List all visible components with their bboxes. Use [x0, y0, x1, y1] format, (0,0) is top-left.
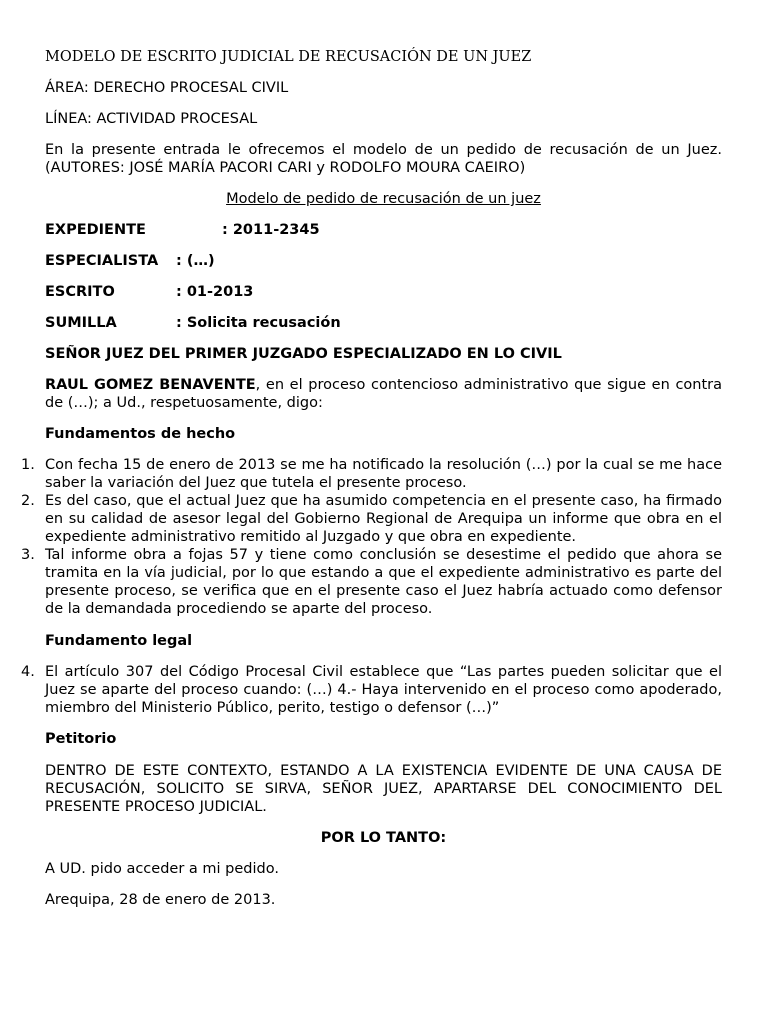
opening-paragraph [45, 376, 722, 412]
field-label: SUMILLA [45, 315, 117, 331]
heading-petitorio: Petitorio [45, 731, 117, 747]
list-number: 3. [21, 547, 35, 563]
field-value: : 2011-2345 [222, 222, 320, 238]
list-text: Es del caso, que el actual Juez que ha asumido competencia en el presente caso, ha firmado en su calidad de asesor legal del Gobierno Regional de Arequipa un informe que obra en el expediente administrativo remitido al Juzgado y que obra en expediente. [45, 493, 722, 545]
list-number: 1. [21, 457, 35, 473]
hechos-list [21, 456, 722, 618]
place-date: Arequipa, 28 de enero de 2013. [45, 892, 276, 908]
list-text: Tal informe obra a fojas 57 y tiene como conclusión se desestime el pedido que ahora se tramita en la vía judicial, por lo que estando a que el expediente administrativo es parte del presente proceso, se verifica que en el presente caso el Juez habría actuado como defensor de la demandada procediendo se aparte del proceso. [45, 547, 722, 617]
closing-line: A UD. pido acceder a mi pedido. [45, 861, 279, 877]
list-text: El artículo 307 del Código Procesal Civil establece que “Las partes pueden solicitar que el Juez se aparte del proceso cuando: (…) 4.- Haya intervenido en el proceso como apoderado, miembro del Ministerio Público, perito, testigo o defensor (…)” [45, 664, 722, 716]
addressee: SEÑOR JUEZ DEL PRIMER JUZGADO ESPECIALIZADO EN LO CIVIL [45, 346, 562, 362]
field-value: : (…) [176, 253, 215, 269]
intro-paragraph: En la presente entrada le ofrecemos el modelo de un pedido de recusación de un Juez. (AUTORES: JOSÉ MARÍA PACORI CARI y RODOLFO MOURA CAEIRO) [45, 142, 722, 176]
field-escrito [45, 283, 254, 301]
model-subtitle: Modelo de pedido de recusación de un juez [226, 191, 541, 207]
heading-fundamento-legal: Fundamento legal [45, 633, 193, 649]
area-line: ÁREA: DERECHO PROCESAL CIVIL [45, 80, 289, 96]
list-item [21, 456, 722, 492]
field-especialista [45, 252, 215, 270]
field-label: ESPECIALISTA [45, 253, 159, 269]
field-sumilla [45, 314, 341, 332]
legal-list [21, 663, 722, 717]
list-text: Con fecha 15 de enero de 2013 se me ha notificado la resolución (…) por la cual se me hace saber la variación del Juez que tutela el presente proceso. [45, 457, 722, 491]
document-title: MODELO DE ESCRITO JUDICIAL DE RECUSACIÓN DE UN JUEZ [45, 49, 532, 65]
field-value: : Solicita recusación [176, 315, 341, 331]
list-item [21, 546, 722, 618]
petitioner-name: RAUL GOMEZ BENAVENTE [45, 377, 256, 393]
opening-text: , en el proceso contencioso administrativo que sigue en contra de (…); a Ud., respetuosamente, digo: [45, 377, 723, 411]
field-expediente [45, 221, 320, 239]
list-item [21, 492, 722, 546]
field-label: EXPEDIENTE [45, 222, 146, 238]
field-label: ESCRITO [45, 284, 115, 300]
field-value: : 01-2013 [176, 284, 254, 300]
heading-fundamentos-hecho: Fundamentos de hecho [45, 426, 236, 442]
list-number: 2. [21, 493, 35, 509]
linea-line: LÍNEA: ACTIVIDAD PROCESAL [45, 111, 258, 127]
por-lo-tanto: POR LO TANTO: [320, 830, 447, 846]
list-number: 4. [21, 664, 35, 680]
list-item [21, 663, 722, 717]
petitorio-paragraph: DENTRO DE ESTE CONTEXTO, ESTANDO A LA EXISTENCIA EVIDENTE DE UNA CAUSA DE RECUSACIÓN, SOLICITO SE SIRVA, SEÑOR JUEZ, APARTARSE DEL CONOCIMIENTO DEL PRESENTE PROCESO JUDICIAL. [45, 763, 722, 815]
